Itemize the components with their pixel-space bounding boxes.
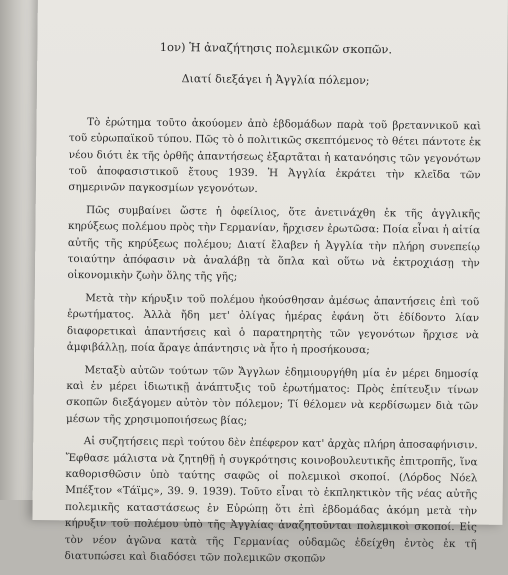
paragraph-2: Πῶς συμβαίνει ὥστε ἡ ὀφείλιος, ὅτε ἀνετινάχθη ἐκ τῆς ἀγγλικῆς κηρύξεως πολέμου πρὸς τὴν Γερμανίαν, ἤρχισεν ἐρωτῶσα: Ποία εἶναι ἡ αἰτία αὐτῆς τῆς κηρύξεως πολέμου; Διατί ἔλαβεν ἡ Ἀγγλία τὴν πλήρη συνεπείῳ τοιαύτην ἀπόφασιν νὰ ἀναλάβῃ τὰ ὅπλα καὶ οὕτω νὰ ἐκτροχιάσῃ τὴν οἰκονομικὴν ζωὴν ὅλης τῆς γῆς; [67,204,481,284]
paragraph-5: Αἱ συζητήσεις περὶ τούτου δὲν ἐπέφερον κατ' ἀρχὰς πλήρη ἀποσαφήνισιν. Ἔφθασε μάλιστα νὰ ζητηθῇ ἡ συγκρότησις κοινοβουλευτικῆς ἐπιτροπῆς, ἵνα καθορισθῶσιν ὑπὸ ταύτης σαφῶς οἱ πολεμικοὶ σκοποί. (Λόρδος Νόελ Μπέξτον «Τάϊμς», 39. 9. 1939). Τοῦτο εἶναι τὸ ἐκπληκτικὸν τῆς νέας αὐτῆς πολεμικῆς καταστάσεως ἐν Εὐρώπῃ ὅτι ἐπὶ ἑβδομάδας ἀκόμη μετὰ τὴν κήρυξιν τοῦ πολέμου ὑπὸ τῆς Ἀγγλίας ἀναζητοῦνται πολεμικοὶ σκοποί. Εἰς τὸν νέον ἀγῶνα κατὰ τῆς Γερμανίας οὐδαμῶς ἐδείχθη ἐντὸς ἐκ τῆ διατυπώσει καὶ διαδόσει τῶν πολεμικῶν σκοπῶν [64,435,478,565]
paragraph-3: Μετὰ τὴν κήρυξιν τοῦ πολέμου ἠκούσθησαν ἀμέσως ἀπαντήσεις ἐπὶ τοῦ ἐρωτήματος. Ἀλλὰ ἤδη μετ' ὀλίγας ἡμέρας ἐφάνη ὅτι ἐδίδοντο λίαν διαφορετικαὶ ἀπαντήσεις καὶ ὁ παρατηρητὴς τῶν γεγονότων ἤρχισε νὰ ἀμφιβάλλῃ, ποία ἄραγε ἀπάντησις νὰ ἦτο ἡ προσήκουσα; [66,292,480,357]
section-heading: 1ον) Ἡ ἀναζήτησις πολεμικῶν σκοπῶν. [159,39,393,57]
paragraph-4: Μεταξὺ αὐτῶν τούτων τῶν Ἄγγλων ἐδημιουργήθη μία ἐν μέρει δημοσίᾳ καὶ ἐν μέρει ἰδιωτικῇ ἀνάπτυξις τοῦ ἐρωτήματος: Πρὸς ἐπίτευξιν τίνων σκοπῶν διεξάγομεν αὐτὸν τὸν πόλεμον; Τί θέλομεν νὰ κερδίσωμεν διὰ τῶν μέσων τῆς χρησιμοποιήσεως βίας; [65,363,479,427]
page-text [64,38,482,575]
section-subheading: Διατί διεξάγει ἡ Ἀγγλία πόλεμον; [181,72,370,88]
paragraph-1: Τὸ ἐρώτημα τοῦτο ἀκούομεν ἀπὸ ἑβδομάδων παρὰ τοῦ βρεταννικοῦ καὶ τοῦ εὐρωπαϊκοῦ τύπου. Πῶς τὸ ὁ πολιτικῶς σκεπτόμενος τὸ θέτει πάντοτε ἐκ νέου διότι ἐκ τῆς ὀρθῆς ἀπαντήσεως ἐξαρτᾶται ἡ κατανόησις τῶν γεγονότων τοῦ ἀποφασιστικοῦ ἔτους 1939. Ἡ Ἀγγλία ἐκράτει τὴν κλεῖδα τῶν σημερινῶν παγκοσμίων γεγονότων. [68,115,482,196]
